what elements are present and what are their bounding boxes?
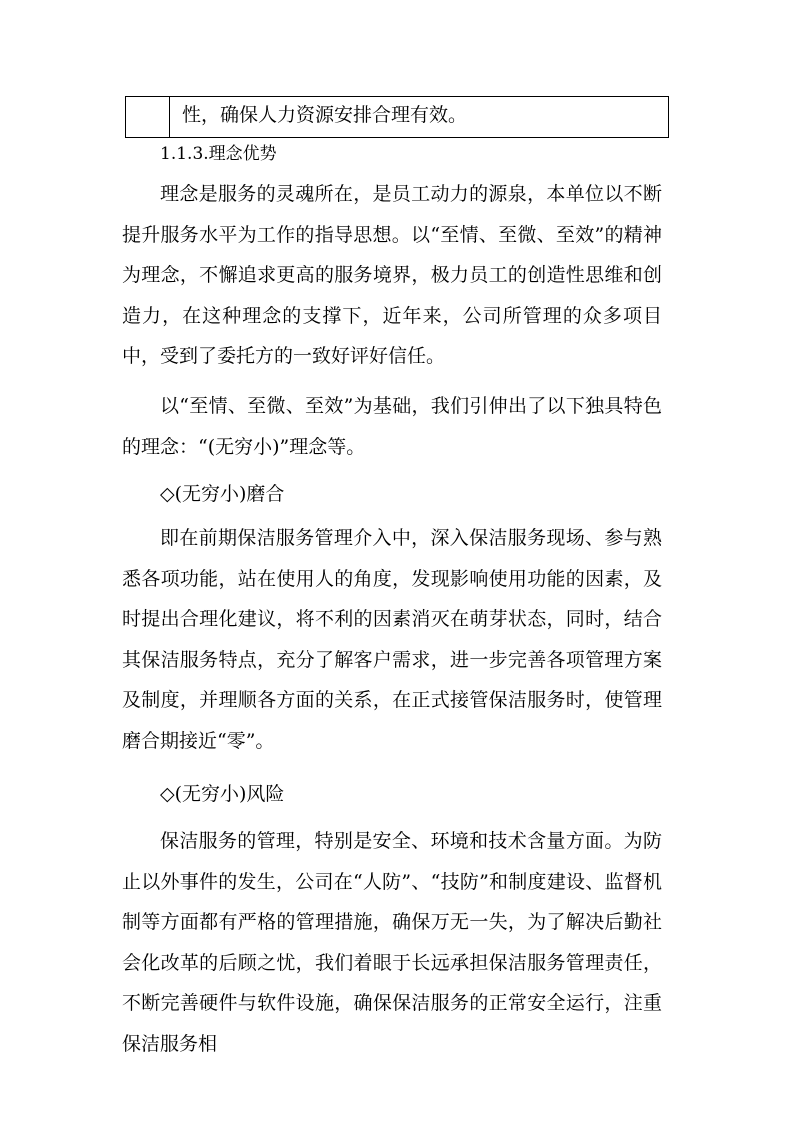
paragraph-running-in: 即在前期保洁服务管理介入中，深入保洁服务现场、参与熟悉各项功能，站在使用人的角度，发现影响使用功能的因素，及时提出合理化建议，将不利的因素消灭在萌芽状态，同时，结合其保洁服务特点，充分了解客户需求，进一步完善各项管理方案及制度，并理顺各方面的关系，在正式接管保洁服务时，使管理磨合期接近“零”。 [122, 527, 662, 752]
table-cell-text: 性，确保人力资源安排合理有效。 [182, 104, 468, 126]
bullet-risk: ◇(无穷小)风险 [160, 783, 285, 805]
table-fragment [125, 96, 669, 138]
paragraph-extension: 以“至情、至微、至效”为基础，我们引伸出了以下独具特色的理念：“(无穷小)”理念等。 [122, 395, 662, 458]
table-left-cell [126, 97, 170, 137]
paragraph-concept: 理念是服务的灵魂所在，是员工动力的源泉，本单位以不断提升服务水平为工作的指导思想。以“至情、至微、至效”的精神为理念，不懈追求更高的服务境界，极力员工的创造性思维和创造力，在这种理念的支撑下，近年来，公司所管理的众多项目中，受到了委托方的一致好评好信任。 [122, 183, 662, 367]
section-heading: 1.1.3.理念优势 [160, 144, 277, 164]
paragraph-risk: 保洁服务的管理，特别是安全、环境和技术含量方面。为防止以外事件的发生，公司在“人防”、“技防”和制度建设、监督机制等方面都有严格的管理措施，确保万无一失，为了解决后勤社会化改革的后顾之忧，我们着眼于长远承担保洁服务管理责任，不断完善硬件与软件设施，确保保洁服务的正常安全运行，注重保洁服务相 [122, 830, 662, 1055]
bullet-running-in: ◇(无穷小)磨合 [160, 483, 285, 505]
